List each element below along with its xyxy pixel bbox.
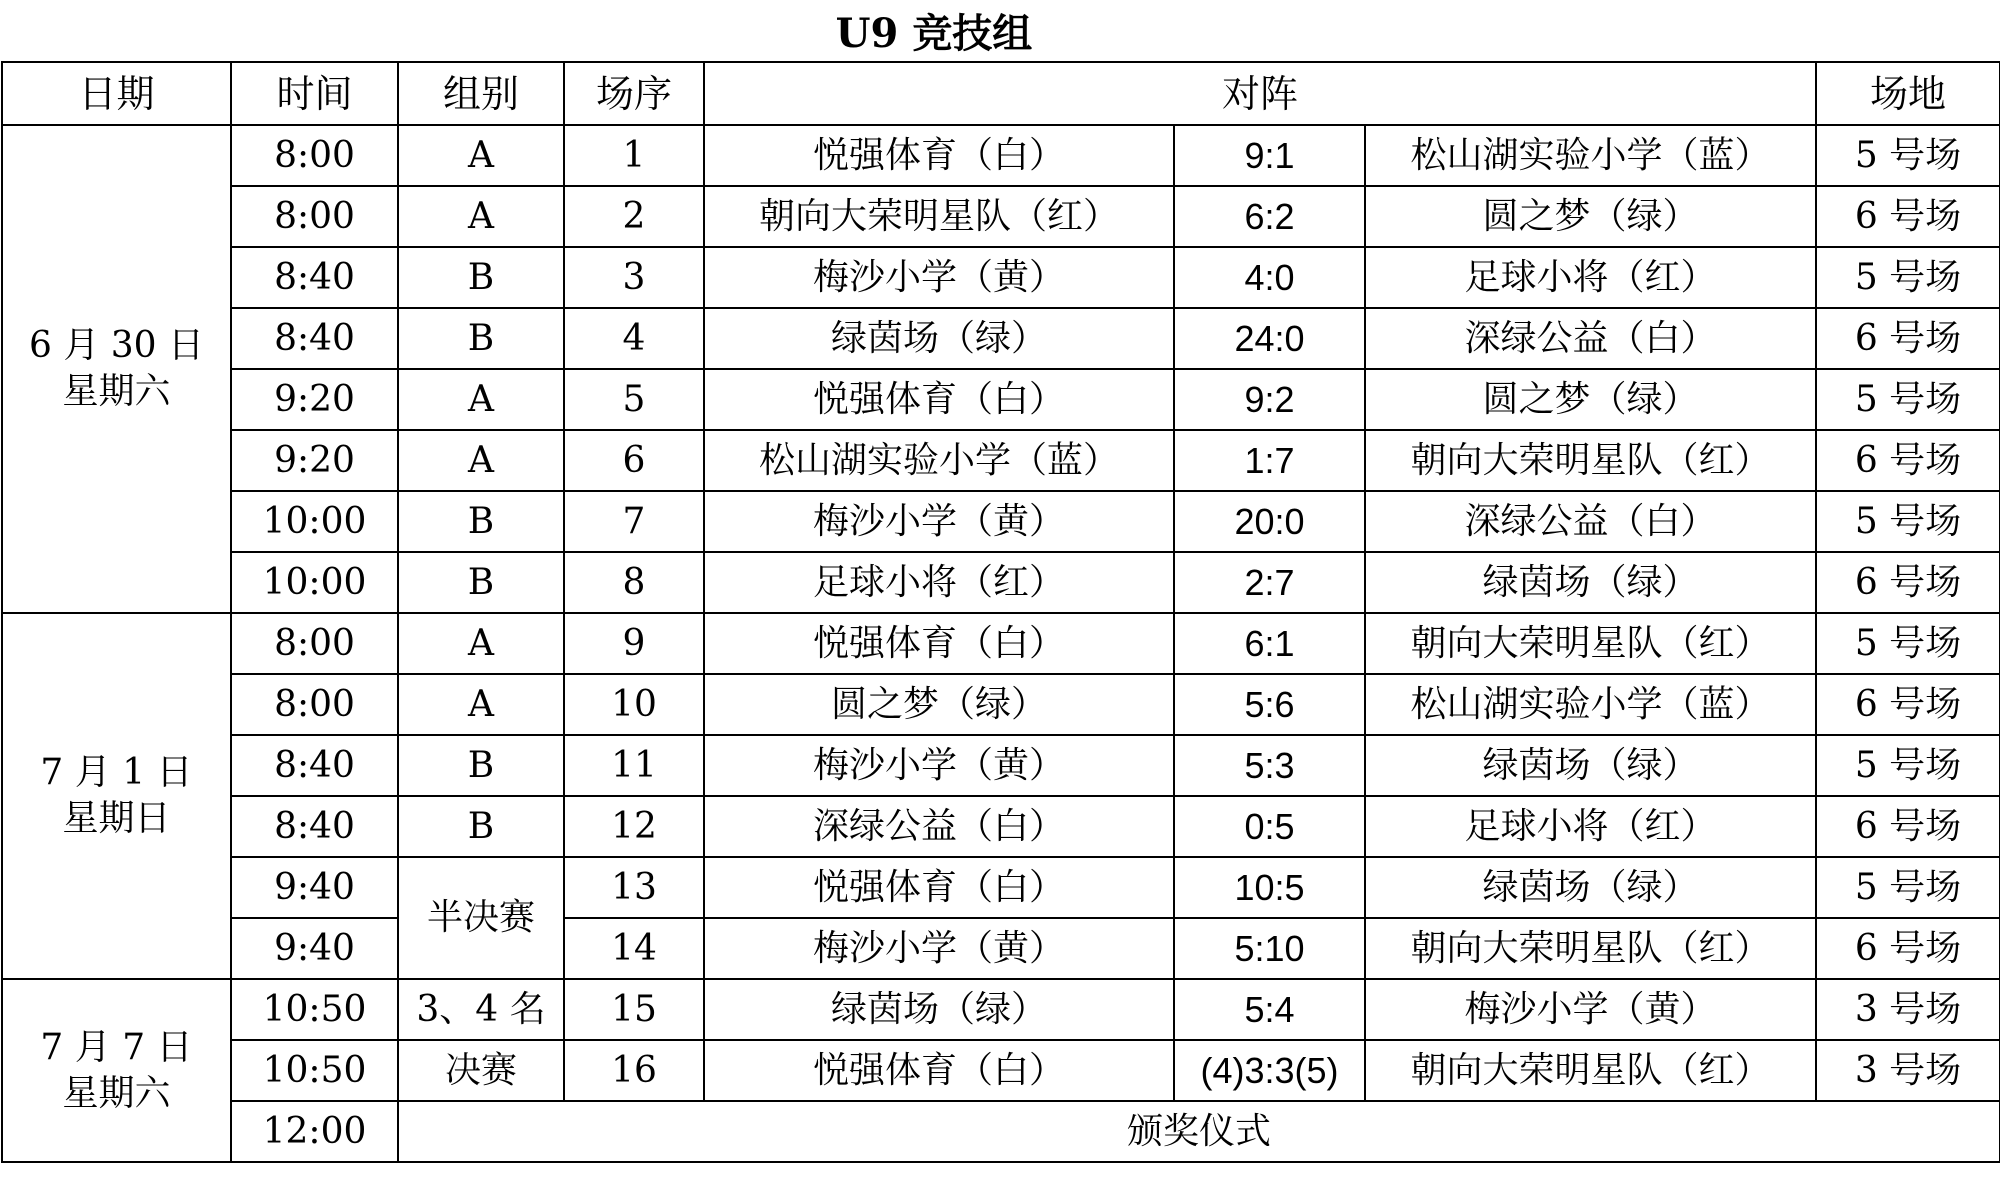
match-row [2, 125, 2000, 186]
venue-cell: 5 号场 [1816, 735, 2000, 796]
date-cell [2, 979, 231, 1162]
time-cell: 9:40 [231, 857, 398, 918]
time-cell: 10:00 [231, 491, 398, 552]
away-team-cell: 足球小将（红） [1365, 247, 1816, 308]
away-team-cell: 绿茵场（绿） [1365, 735, 1816, 796]
match-row [2, 491, 2000, 552]
match-row [2, 979, 2000, 1040]
match-row [2, 674, 2000, 735]
score-cell: 5:6 [1174, 674, 1365, 735]
header-date: 日期 [2, 62, 231, 125]
score-cell: 24:0 [1174, 308, 1365, 369]
order-cell: 1 [564, 125, 704, 186]
page-title: U9 竞技组 [835, 10, 1033, 57]
away-team-cell: 绿茵场（绿） [1365, 857, 1816, 918]
match-row [2, 552, 2000, 613]
score-cell: 0:5 [1174, 796, 1365, 857]
away-team-cell: 朝向大荣明星队（红） [1365, 1040, 1816, 1101]
weekday-text: 星期六 [62, 1072, 171, 1114]
home-team-cell: 梅沙小学（黄） [704, 918, 1174, 979]
score-cell: (4)3:3(5) [1174, 1040, 1365, 1101]
time-cell: 8:00 [231, 613, 398, 674]
time-cell: 8:00 [231, 125, 398, 186]
weekday-text: 星期六 [62, 371, 171, 412]
group-cell: 3、4 名 [398, 979, 564, 1040]
score-cell: 20:0 [1174, 491, 1365, 552]
date-cell [2, 125, 231, 613]
home-team-cell: 悦强体育（白） [704, 125, 1174, 186]
header-venue: 场地 [1816, 62, 2000, 125]
order-cell: 3 [564, 247, 704, 308]
match-row [2, 857, 2000, 918]
date-cell [2, 613, 231, 979]
match-row [2, 918, 2000, 979]
group-cell: A [398, 186, 564, 247]
venue-cell: 6 号场 [1816, 308, 2000, 369]
time-cell: 9:40 [231, 918, 398, 979]
group-cell: B [398, 247, 564, 308]
venue-cell: 5 号场 [1816, 369, 2000, 430]
group-cell: A [398, 674, 564, 735]
date-text: 7 月 7 日 [40, 1026, 193, 1068]
home-team-cell: 悦强体育（白） [704, 1040, 1174, 1101]
schedule-table [1, 61, 2000, 1163]
time-cell: 10:00 [231, 552, 398, 613]
order-cell: 8 [564, 552, 704, 613]
order-cell: 9 [564, 613, 704, 674]
away-team-cell: 深绿公益（白） [1365, 491, 1816, 552]
score-cell: 6:1 [1174, 613, 1365, 674]
venue-cell: 5 号场 [1816, 125, 2000, 186]
score-cell: 6:2 [1174, 186, 1365, 247]
home-team-cell: 悦强体育（白） [704, 857, 1174, 918]
time-cell: 8:40 [231, 796, 398, 857]
score-cell: 5:3 [1174, 735, 1365, 796]
away-team-cell: 朝向大荣明星队（红） [1365, 430, 1816, 491]
away-team-cell: 松山湖实验小学（蓝） [1365, 674, 1816, 735]
match-row [2, 735, 2000, 796]
time-cell: 8:00 [231, 674, 398, 735]
ceremony-label-cell: 颁奖仪式 [398, 1101, 2000, 1162]
group-cell: B [398, 735, 564, 796]
venue-cell: 3 号场 [1816, 1040, 2000, 1101]
home-team-cell: 绿茵场（绿） [704, 979, 1174, 1040]
venue-cell: 3 号场 [1816, 979, 2000, 1040]
group-cell: A [398, 613, 564, 674]
ceremony-time-cell: 12:00 [231, 1101, 398, 1162]
venue-cell: 5 号场 [1816, 613, 2000, 674]
group-cell: A [398, 369, 564, 430]
group-cell: B [398, 552, 564, 613]
match-row [2, 613, 2000, 674]
match-row [2, 186, 2000, 247]
group-cell: 半决赛 [398, 857, 564, 979]
score-cell: 5:4 [1174, 979, 1365, 1040]
venue-cell: 6 号场 [1816, 186, 2000, 247]
venue-cell: 6 号场 [1816, 918, 2000, 979]
order-cell: 14 [564, 918, 704, 979]
venue-cell: 5 号场 [1816, 857, 2000, 918]
score-cell: 10:5 [1174, 857, 1365, 918]
venue-cell: 6 号场 [1816, 796, 2000, 857]
order-cell: 13 [564, 857, 704, 918]
score-cell: 1:7 [1174, 430, 1365, 491]
match-row [2, 430, 2000, 491]
away-team-cell: 圆之梦（绿） [1365, 369, 1816, 430]
header-group: 组别 [398, 62, 564, 125]
score-cell: 9:1 [1174, 125, 1365, 186]
order-cell: 4 [564, 308, 704, 369]
away-team-cell: 绿茵场（绿） [1365, 552, 1816, 613]
venue-cell: 6 号场 [1816, 430, 2000, 491]
venue-cell: 6 号场 [1816, 674, 2000, 735]
home-team-cell: 梅沙小学（黄） [704, 735, 1174, 796]
home-team-cell: 梅沙小学（黄） [704, 247, 1174, 308]
away-team-cell: 松山湖实验小学（蓝） [1365, 125, 1816, 186]
venue-cell: 5 号场 [1816, 247, 2000, 308]
home-team-cell: 圆之梦（绿） [704, 674, 1174, 735]
away-team-cell: 朝向大荣明星队（红） [1365, 613, 1816, 674]
home-team-cell: 悦强体育（白） [704, 369, 1174, 430]
time-cell: 8:00 [231, 186, 398, 247]
order-cell: 11 [564, 735, 704, 796]
time-cell: 10:50 [231, 1040, 398, 1101]
order-cell: 10 [564, 674, 704, 735]
score-cell: 9:2 [1174, 369, 1365, 430]
home-team-cell: 绿茵场（绿） [704, 308, 1174, 369]
home-team-cell: 悦强体育（白） [704, 613, 1174, 674]
header-time: 时间 [231, 62, 398, 125]
match-row [2, 247, 2000, 308]
time-cell: 8:40 [231, 247, 398, 308]
date-text: 7 月 1 日 [40, 752, 193, 793]
date-text: 6 月 30 日 [28, 325, 205, 366]
order-cell: 5 [564, 369, 704, 430]
venue-cell: 6 号场 [1816, 552, 2000, 613]
order-cell: 7 [564, 491, 704, 552]
time-cell: 8:40 [231, 308, 398, 369]
header-order: 场序 [564, 62, 704, 125]
order-cell: 16 [564, 1040, 704, 1101]
score-cell: 4:0 [1174, 247, 1365, 308]
time-cell: 8:40 [231, 735, 398, 796]
header-matchup: 对阵 [704, 62, 1816, 125]
group-cell: B [398, 491, 564, 552]
order-cell: 12 [564, 796, 704, 857]
group-cell: A [398, 430, 564, 491]
header-row [2, 62, 2000, 125]
match-row [2, 308, 2000, 369]
group-cell: B [398, 796, 564, 857]
group-cell: A [398, 125, 564, 186]
time-cell: 10:50 [231, 979, 398, 1040]
order-cell: 6 [564, 430, 704, 491]
away-team-cell: 足球小将（红） [1365, 796, 1816, 857]
home-team-cell: 足球小将（红） [704, 552, 1174, 613]
ceremony-row [2, 1101, 2000, 1162]
match-row [2, 796, 2000, 857]
score-cell: 2:7 [1174, 552, 1365, 613]
time-cell: 9:20 [231, 430, 398, 491]
match-row [2, 1040, 2000, 1101]
order-cell: 2 [564, 186, 704, 247]
score-cell: 5:10 [1174, 918, 1365, 979]
away-team-cell: 朝向大荣明星队（红） [1365, 918, 1816, 979]
weekday-text: 星期日 [62, 798, 171, 839]
home-team-cell: 松山湖实验小学（蓝） [704, 430, 1174, 491]
match-row [2, 369, 2000, 430]
venue-cell: 5 号场 [1816, 491, 2000, 552]
order-cell: 15 [564, 979, 704, 1040]
time-cell: 9:20 [231, 369, 398, 430]
away-team-cell: 圆之梦（绿） [1365, 186, 1816, 247]
away-team-cell: 深绿公益（白） [1365, 308, 1816, 369]
away-team-cell: 梅沙小学（黄） [1365, 979, 1816, 1040]
home-team-cell: 朝向大荣明星队（红） [704, 186, 1174, 247]
home-team-cell: 梅沙小学（黄） [704, 491, 1174, 552]
group-cell: 决赛 [398, 1040, 564, 1101]
home-team-cell: 深绿公益（白） [704, 796, 1174, 857]
group-cell: B [398, 308, 564, 369]
